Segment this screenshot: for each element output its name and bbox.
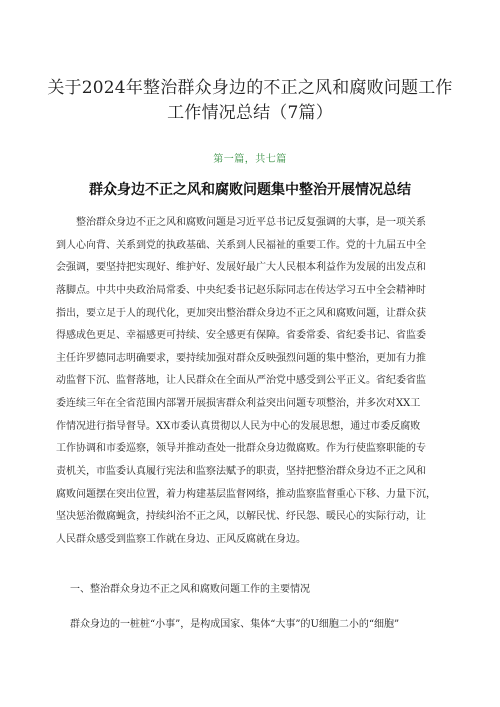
paragraph-line: 作情况进行指导督导。XX市委认真贯彻以人民为中心的发展思想，通过市委反腐败 — [56, 420, 421, 432]
document-title — [20, 76, 480, 126]
paragraph-line: 整治群众身边不正之风和腐败问题是习近平总书记反复强调的大事，是一项关系 — [56, 217, 426, 228]
paragraph-line: 会强调，要坚持把实现好、维护好、发展好最广大人民根本利益作为发展的出发点和 — [56, 262, 426, 274]
paragraph-line: 动监督下沉、监督落地，让人民群众在全面从严治党中感受到公平正义。省纪委省监 — [56, 375, 426, 387]
document-title-line-1: 关于2024年整治群众身边的不正之风和腐败问题工作 — [47, 78, 453, 98]
paragraph-line: 工作协调和市委巡察，领导并推动查处一批群众身边微腐败。作为行使监察职能的专 — [56, 443, 426, 455]
paragraph-line: 指出，要立足于人的现代化，更加突出整治群众身边不正之风和腐败问题，让群众获 — [56, 307, 426, 319]
paragraph-line: 人民群众感受到监察工作就在身边、正风反腐就在身边。 — [56, 533, 306, 545]
paragraph-line: 委连续三年在全省范围内部署开展损害群众利益突出问题专项整治，并多次对XX工 — [56, 398, 421, 410]
paragraph-line: 落脚点。中共中央政治局常委、中央纪委书记赵乐际同志在传达学习五中全会精神时 — [56, 284, 426, 296]
document-title-line-2: 工作情况总结（7篇） — [167, 103, 333, 123]
continuation-line: 群众身边的一桩桩“小事”，是构成国家、集体“大事”的U细胞二小的“细胞” — [70, 619, 400, 630]
paragraph-line: 到人心向背、关系到党的执政基础、关系到人民福祉的重要工作。党的十九届五中全 — [56, 239, 426, 251]
paragraph-line: 腐败问题摆在突出位置，着力构建基层监督网络，推动监察监督重心下移、力量下沉， — [56, 488, 436, 500]
subsection-heading: 一、整治群众身边不正之风和腐败问题工作的主要情况 — [70, 584, 310, 595]
paragraph-line: 坚决惩治微腐蝇贪，持续纠治不正之风，以解民忧、纾民怨、暖民心的实际行动，让 — [56, 511, 426, 523]
paragraph-line: 主任许罗德同志明确要求，要持续加强对群众反映强烈问题的集中整治，更加有力推 — [56, 352, 426, 364]
part-label: 第一篇，共七篇 — [213, 154, 287, 165]
paragraph-line: 得感成色更足、幸福感更可持续、安全感更有保障。省委常委、省纪委书记、省监委 — [56, 330, 426, 342]
body-paragraph — [56, 212, 464, 552]
paragraph-line: 责机关，市监委认真履行宪法和监察法赋予的职责，坚持把整治群众身边不正之风和 — [56, 466, 426, 478]
section-title: 群众身边不正之风和腐败问题集中整治开展情况总结 — [89, 182, 411, 198]
